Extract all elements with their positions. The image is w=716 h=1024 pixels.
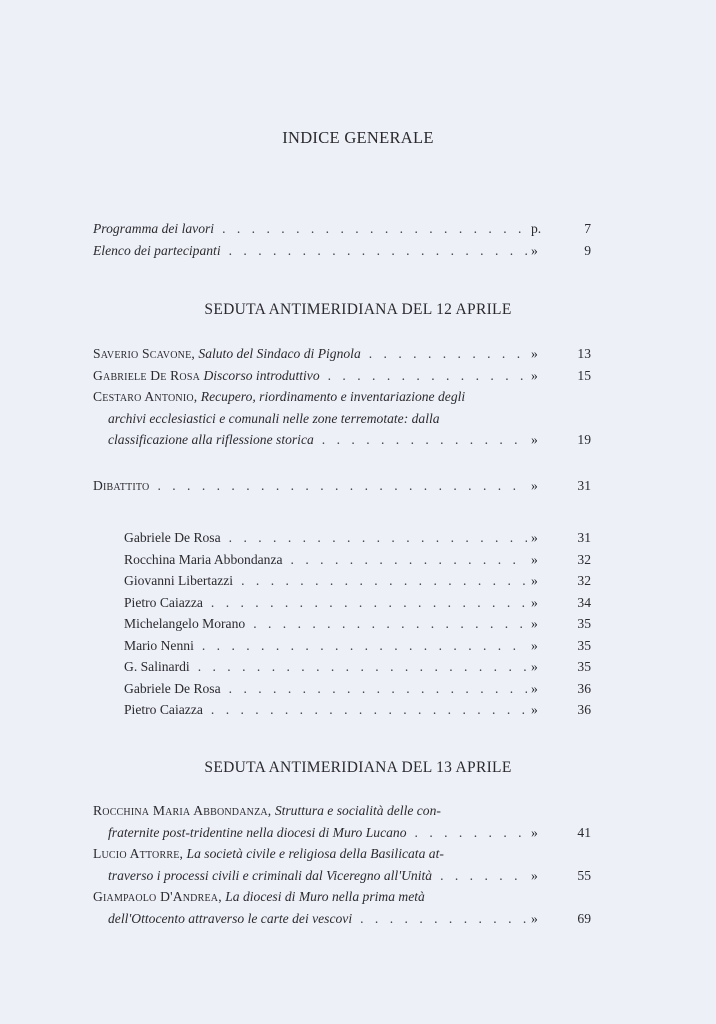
speaker-name: Gabriele De Rosa	[124, 530, 221, 545]
page-prefix: »	[531, 530, 538, 545]
speaker-name: Mario Nenni	[124, 637, 194, 653]
section-heading: SEDUTA ANTIMERIDIANA DEL 12 APRILE	[204, 301, 512, 318]
entry-author: Rocchina Maria Abbondanza,	[93, 803, 272, 818]
dot-leader	[314, 429, 527, 451]
dot-leader	[407, 822, 527, 844]
page-number: 7	[584, 221, 591, 236]
page-prefix: »	[531, 680, 538, 696]
page-number: 36	[577, 702, 591, 717]
page-prefix: »	[531, 867, 538, 883]
dot-leader	[190, 656, 527, 678]
entry-line: archivi ecclesiastici e comunali nelle zone terremotate: dalla	[108, 410, 440, 426]
entry-line	[93, 386, 591, 408]
page-number: 35	[577, 659, 591, 674]
speaker-name: Giovanni Libertazzi	[124, 573, 234, 588]
entry-title: Discorso introduttivo	[203, 367, 320, 383]
dot-leader	[203, 592, 527, 614]
entry-title: traverso i processi civili e criminali dal Viceregno all'Unità	[108, 867, 433, 883]
page-number: 69	[577, 910, 591, 926]
page-number: 13	[577, 346, 591, 361]
page-prefix: »	[531, 478, 538, 493]
dot-leader	[221, 678, 527, 700]
page-number: 31	[577, 530, 591, 545]
list-item	[124, 613, 591, 635]
entry-author: Lucio Attorre,	[93, 846, 184, 861]
entry-title: Recupero, riordinamento e inventariazione degli	[200, 389, 466, 404]
dot-leader	[352, 908, 527, 930]
page-prefix: p.	[531, 221, 542, 236]
page-number: 34	[577, 594, 591, 610]
dot-leader	[149, 475, 527, 497]
entry-line	[93, 843, 591, 865]
dot-leader	[214, 218, 527, 240]
toc-entry	[93, 218, 591, 261]
page-prefix: »	[531, 346, 538, 361]
entry-author: Gabriele De Rosa	[93, 367, 201, 383]
page-number: 9	[584, 242, 591, 258]
page-number: 55	[577, 867, 591, 883]
dot-leader	[432, 865, 527, 887]
page-number: 15	[577, 367, 591, 383]
page-prefix: »	[531, 242, 538, 258]
page-number: 41	[577, 824, 591, 840]
toc-entry	[93, 343, 591, 451]
page-number: 35	[577, 637, 591, 653]
dot-leader	[361, 343, 527, 365]
section-heading: SEDUTA ANTIMERIDIANA DEL 13 APRILE	[204, 759, 512, 776]
dot-leader	[221, 240, 527, 262]
list-item	[124, 656, 591, 678]
entry-author: Cestaro Antonio,	[93, 389, 198, 404]
dot-leader	[203, 699, 527, 721]
page-prefix: »	[531, 824, 538, 840]
entry-line	[93, 800, 591, 822]
dot-leader	[233, 570, 527, 592]
speaker-name: Gabriele De Rosa	[124, 680, 221, 696]
page-prefix: »	[531, 367, 538, 383]
page-prefix: »	[531, 910, 538, 926]
list-item	[124, 570, 591, 592]
entry-title: Struttura e socialità delle con-	[274, 803, 441, 818]
page-prefix: »	[531, 616, 538, 631]
speaker-name: Pietro Caiazza	[124, 594, 203, 610]
entry-title: Saluto del Sindaco di Pignola	[198, 346, 361, 361]
entry-title: dell'Ottocento attraverso le carte dei vescovi	[108, 910, 353, 926]
speaker-list	[124, 527, 591, 721]
entry-line	[93, 886, 591, 908]
page-prefix: »	[531, 551, 538, 567]
dot-leader	[283, 549, 527, 571]
speaker-name: Pietro Caiazza	[124, 702, 203, 717]
page-number: 36	[577, 680, 591, 696]
speaker-name: G. Salinardi	[124, 659, 190, 674]
dot-leader	[245, 613, 527, 635]
entry-title: Dibattito	[93, 478, 150, 493]
entry-title: La società civile e religiosa della Basilicata at-	[186, 846, 444, 861]
entry-title: classificazione alla riflessione storica	[108, 432, 314, 447]
list-item	[124, 635, 591, 657]
page-title: INDICE GENERALE	[282, 128, 434, 147]
entry-author: Saverio Scavone,	[93, 346, 195, 361]
entry-text	[93, 343, 361, 365]
entry-title: Programma dei lavori	[93, 221, 215, 236]
page-prefix: »	[531, 702, 538, 717]
entry-text	[93, 365, 320, 387]
list-item	[124, 549, 591, 571]
list-item	[124, 592, 591, 614]
page-prefix: »	[531, 573, 538, 588]
speaker-name: Rocchina Maria Abbondanza	[124, 551, 283, 567]
toc-entry	[93, 800, 591, 929]
page-number: 32	[577, 573, 591, 588]
page-number: 32	[577, 551, 591, 567]
entry-title: La diocesi di Muro nella prima metà	[225, 889, 425, 904]
dot-leader	[320, 365, 527, 387]
list-item	[124, 678, 591, 700]
list-item	[124, 699, 591, 721]
page-number: 31	[577, 478, 591, 493]
dot-leader	[194, 635, 527, 657]
toc-entry	[93, 475, 591, 497]
page-prefix: »	[531, 637, 538, 653]
page-number: 35	[577, 616, 591, 631]
page-prefix: »	[531, 659, 538, 674]
speaker-name: Michelangelo Morano	[124, 616, 246, 631]
dot-leader	[221, 527, 527, 549]
entry-author: Giampaolo D'Andrea,	[93, 889, 222, 904]
entry-title: Elenco dei partecipanti	[93, 242, 221, 258]
page-prefix: »	[531, 432, 538, 447]
entry-title: fraternite post-tridentine nella diocesi di Muro Lucano	[108, 824, 407, 840]
list-item	[124, 527, 591, 549]
page-prefix: »	[531, 594, 538, 610]
page-number: 19	[577, 432, 591, 447]
